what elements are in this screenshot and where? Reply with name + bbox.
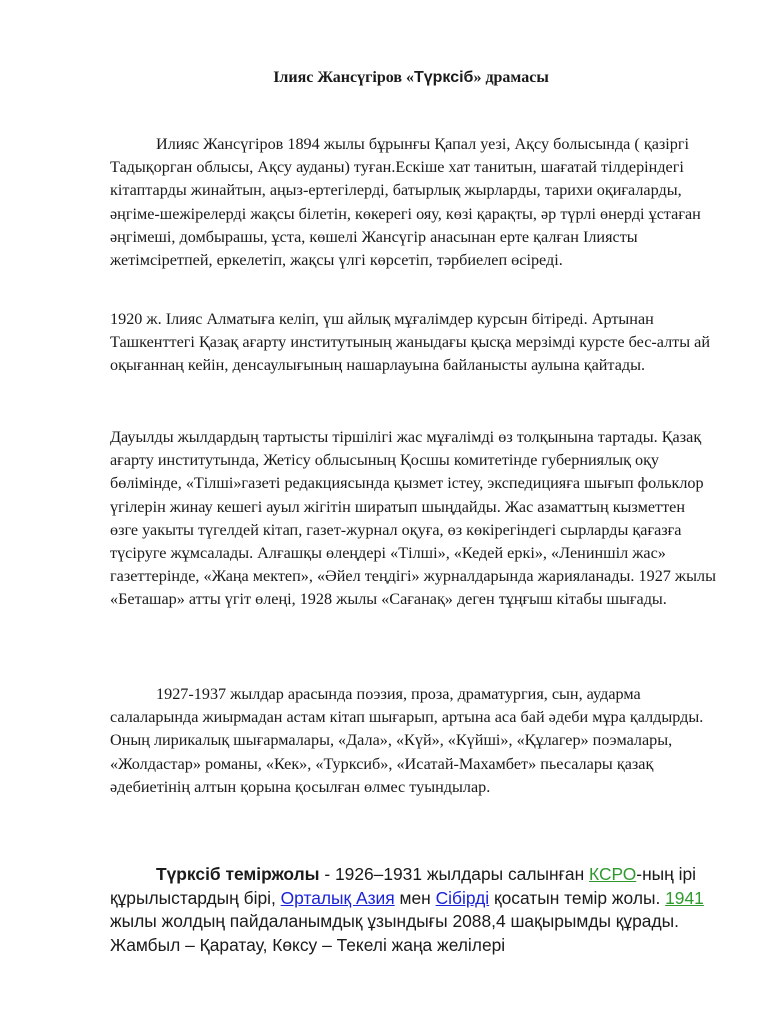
turksib-text-5: жылы жолдың пайдаланымдық ұзындығы 2088,4 шақырымды құрады. Жамбыл – Қаратау, Көксу – Текелі жаңа желілері (110, 911, 679, 955)
turksib-text-4: қосатын темір жолы. (489, 887, 666, 908)
paragraph-education: 1920 ж. Ілияс Алматыға келіп, үш айлық мұғалімдер курсын бітіреді. Артынан Ташкенттегі Қазақ ағарту институтының жаныдағы қысқа мерзімді курсте бес-алты ай оқығаннаң кейін, денсаулығының нашарлауына байланысты аулына қайтады. (110, 310, 711, 375)
turksib-heading: Түрксіб теміржолы (156, 864, 320, 884)
turksib-text-1: - 1926–1931 жылдары салынған (319, 864, 590, 884)
link-ussr[interactable]: КСРО (589, 864, 637, 884)
document-title (0, 66, 768, 90)
link-siberia[interactable]: Сібірді (435, 887, 490, 908)
paragraph-career: Дауылды жылдардың тартысты тіршілігі жас мұғалімді өз толқынына тартады. Қазақ ағарту институтында, Жетісу облысының Қосшы комитетінде губерниялық оқу бөлімінде, «Тілші»газеті редакциясында қызмет істеу, экспедицияға шығып фольклор үгілерін жинау кешегі ауыл жігітін ширатып шыңдайды. Жас азаматтың кызметтен өзге уакыты түгелдей кітап, газет-журнал оқуға, өз көкірегіндегі сырларды қағазға түсіруге жұмсалады. Алғашқы өлеңдері «Тілші», «Кедей еркі», «Лениншіл жас» газеттерінде, «Жаңа мектеп», «Әйел теңдігі» журналдарында жарияланады. 1927 жылы «Беташар» атты үгіт өлеңі, 1928 жылы «Сағанақ» деген тұңғыш кітабы шығады. (110, 428, 716, 609)
link-central-asia[interactable]: Орталық Азия (280, 887, 395, 908)
turksib-text-2: -ның ірі құрылыстардың бірі, (110, 864, 697, 908)
paragraph-biography: Илияс Жансүгіров 1894 жылы бұрынғы Қапал уезі, Ақсу болысында ( қазіргі Тадықорган облысы, Ақсу ауданы) туған.Ескіше хат танитын, шағатай тілдеріндегі кітаптарды жинайтын, аңыз-ертегілерді, батырлық жырларды, тарихи оқиғаларды, әңгіме-шежірелерді жақсы білетін, көкерегі ояу, көзі қарақты, әр түрлі өнерді ұстаған әңгімеші, домбырашы, ұста, көшелі Жансүгір анасынан ерте қалған Ілиясты жетімсіретпей, еркелетіп, жақсы үлгі көрсетіп, тәрбиелеп өсіреді. (110, 135, 701, 270)
link-1941[interactable]: 1941 (665, 887, 704, 908)
paragraph-works: 1927-1937 жылдар арасында поэзия, проза, драматургия, сын, аударма салаларында жиырмадан астам кітап шығарып, артына аса бай әдеби мұра қалдырды. Оның лирикалық шығармалары, «Дала», «Күй», «Күйші», «Құлагер» поэмалары, «Жолдастар» романы, «Кек», «Турксиб», «Исатай-Махамбет» пьесалары қазақ әдебиетінің алтын қорына қосылған өлмес туындылар. (110, 685, 704, 796)
title-prefix: Ілияс Жансүгіров « (273, 69, 414, 86)
turksib-text-3: мен (394, 887, 436, 908)
paragraph-turksib (110, 863, 716, 957)
title-suffix: » драмасы (473, 69, 549, 86)
title-sans-word: Түрксіб (413, 69, 474, 86)
